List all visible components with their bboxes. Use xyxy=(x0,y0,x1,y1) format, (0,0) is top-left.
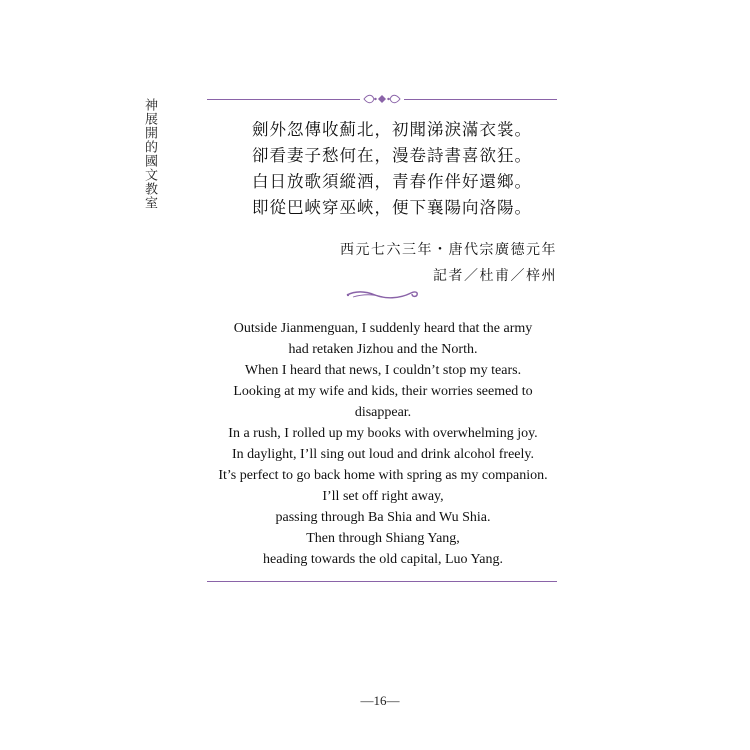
bottom-rule xyxy=(207,581,557,582)
translation-line: had retaken Jizhou and the North. xyxy=(288,342,478,357)
dateline-block xyxy=(340,237,557,289)
page-number: —16— xyxy=(360,693,400,708)
translation-line: heading towards the old capital, Luo Yang. xyxy=(263,552,503,567)
poem-line: 卻看妻子愁何在，漫卷詩書喜欲狂。 xyxy=(252,146,532,165)
translation-line: disappear. xyxy=(354,405,412,420)
book-title-vertical: 神展開的國文教室 xyxy=(142,98,157,210)
dateline: 西元七六三年・唐代宗廣德元年 xyxy=(340,242,557,258)
translation-line: Then through Shiang Yang, xyxy=(306,531,460,546)
swirl-ornament-icon xyxy=(345,287,421,301)
translation-line: It’s perfect to go back home with spring as my companion. xyxy=(218,468,548,483)
translation-line: passing through Ba Shia and Wu Shia. xyxy=(275,510,491,525)
top-ornament-icon xyxy=(360,92,404,106)
translation-line: I’ll set off right away, xyxy=(322,489,444,504)
translation-line: In daylight, I’ll sing out loud and drink alcohol freely. xyxy=(232,447,534,462)
poem-body xyxy=(252,117,552,221)
poem-line: 白日放歌須縱酒，青春作伴好還鄉。 xyxy=(252,172,532,191)
translation-line: In a rush, I rolled up my books with overwhelming joy. xyxy=(228,426,538,441)
english-translation xyxy=(198,318,568,570)
translation-line: Outside Jianmenguan, I suddenly heard that the army xyxy=(233,321,533,336)
byline: 記者／杜甫／梓州 xyxy=(433,268,557,284)
translation-line: Looking at my wife and kids, their worries seemed to xyxy=(233,384,533,399)
poem-line: 劍外忽傳收薊北，初聞涕淚滿衣裳。 xyxy=(252,120,532,139)
poem-line: 即從巴峽穿巫峽，便下襄陽向洛陽。 xyxy=(252,198,532,217)
translation-line: When I heard that news, I couldn’t stop my tears. xyxy=(244,363,522,378)
